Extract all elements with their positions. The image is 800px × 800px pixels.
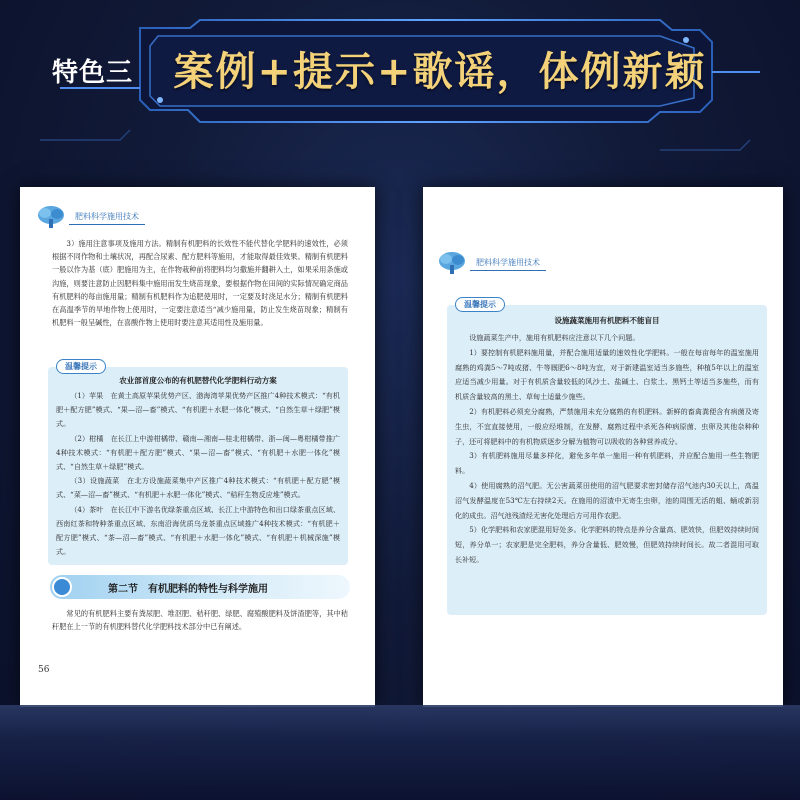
section-bullet-icon bbox=[52, 577, 72, 597]
tip-item: （2）柑橘 在长江上中游柑橘带、赣南—湘南—桂北柑橘带、浙—闽—粤柑橘带推广4种技术模式：“有机肥＋配方肥”模式、“果—沼—畜”模式、“有机肥＋水肥一体化”模式、“自然生草＋绿肥”模式。 bbox=[56, 433, 340, 472]
tip-item: 2）有机肥料必须充分腐熟，严禁施用未充分腐熟的有机肥料。新鲜的畜禽粪便含有病菌及寄生虫，不宜直接使用，一般应经堆制，在发酵、腐熟过程中杀死各种病原菌、虫卵及其他杂种种子，还可将肥料中的有机物质逐步分解为植物可以吸收的各种营养成分。 bbox=[455, 406, 759, 446]
feature-label: 特色三 bbox=[52, 58, 134, 88]
page-header bbox=[437, 251, 546, 275]
tip-item: 4）使用腐熟的沼气肥。无公害蔬菜田使用的沼气肥要求密封储存沼气池内30天以上，高温沼气发酵温度在53℃左右持续2天。在施用的沼渣中无寄生虫卵，池的周围无活的蛆、蛹或新羽化的成虫。沼气池残渣经无害化处理后方可用作农肥。 bbox=[455, 480, 759, 520]
tip-intro: 设施蔬菜生产中，施用有机肥料应注意以下几个问题。 bbox=[469, 333, 640, 342]
tree-logo-icon bbox=[437, 251, 467, 275]
section-title: 第二节 有机肥料的特性与科学施用 bbox=[108, 584, 268, 595]
page-header-title: 肥料科学施用技术 bbox=[69, 209, 145, 225]
tip-item: （3）设施蔬菜 在北方设施蔬菜集中产区推广4种技术模式：“有机肥＋配方肥”模式、“菜—沼—畜”模式、“有机肥＋水肥一体化”模式、“秸秆生物反应堆”模式。 bbox=[56, 476, 340, 500]
tip-box-right bbox=[447, 300, 767, 615]
page-header-title: 肥料科学施用技术 bbox=[470, 255, 546, 271]
section-heading bbox=[50, 575, 350, 599]
page-number: 56 bbox=[38, 665, 50, 675]
tip-item: （1）苹果 在黄土高原苹果优势产区、渤海湾苹果优势产区推广4种技术模式：“有机肥＋配方肥”模式、“果—沼—畜”模式、“有机肥＋水肥一体化”模式、“自然生草＋绿肥”模式。 bbox=[56, 391, 340, 429]
banner-headline: 案例+提示+歌谣，体例新颖 bbox=[173, 48, 707, 95]
tip-tab-label: 温馨提示 bbox=[56, 359, 106, 374]
intro-paragraph-text: 3）施用注意事项及施用方法。精制有机肥料的长效性不能代替化学肥料的速效性，必须根据不同作物和土壤状况，再配合尿素、配方肥料等施用，才能取得最佳效果。精制有机肥料一般以作为基（底）肥施用为主，在作物栽种前将肥料均匀撒施并翻耕入土，如果采用条施或沟施，则要注意防止因肥料集中施用而发生烧苗现象，要根据作物在田间的实际情况确定商品有机肥料的每亩施用量；精制有机肥料作为追肥使用时，一定要及时浇足水分；精制有机肥料在高温季节的旱地作物上使用时，一定要注意适当“减少施用量，防止发生烧苗现象；精制有机肥料一般呈碱性，在喜酸作物上使用时要注意其适用性及施用量。 bbox=[52, 239, 348, 328]
tip-item: 5）化学肥料和农家肥混用好处多。化学肥料的特点是养分含量高、肥效快，但肥效持续时间短，养分单一；农家肥是完全肥料，养分含量低、肥效慢，但肥效持续时间长。故二者混用可取长补短。 bbox=[455, 525, 759, 564]
tip-item: （4）茶叶 在长江中下游名优绿茶重点区域、长江上中游特色和出口绿茶重点区域、西南红茶和特种茶重点区域、东南沿海优质乌龙茶重点区域推广4种技术模式：“有机肥＋配方肥”模式、“茶—沼—畜”模式、“有机肥＋水肥一体化”模式、“有机肥＋机械深施”模式。 bbox=[56, 504, 340, 557]
tip-title: 农业部首度公布的有机肥替代化学肥料行动方案 bbox=[119, 376, 277, 385]
closing-paragraph bbox=[52, 607, 348, 633]
closing-paragraph-text: 常见的有机肥料主要有粪尿肥、堆沤肥、秸秆肥、绿肥、腐殖酸肥料及饼渣肥等，其中秸秆肥在上一节的有机肥料替代化学肥料技术部分中已有阐述。 bbox=[52, 609, 348, 632]
tip-box-left bbox=[48, 362, 348, 565]
tip-tab-label: 温馨提示 bbox=[455, 297, 505, 312]
reflective-floor bbox=[0, 705, 800, 800]
promo-banner bbox=[0, 0, 800, 180]
tip-body bbox=[56, 389, 340, 559]
tip-item: 1）要控制有机肥料施用量，并配合施用适量的速效性化学肥料。一般在每亩每年的温室施用腐熟的鸡粪5～7吨或猪、牛等厩肥6～8吨为宜，对于新建温室适当多施些，种植5年以上的温室应适当减少用量。对于有机质含量较低的风沙土、盐碱土、白浆土、黑钙土等适当多施些，而有机质含量较高的黑土、草甸土适量少施些。 bbox=[455, 347, 759, 402]
tree-logo-icon bbox=[36, 205, 66, 229]
intro-paragraph bbox=[52, 237, 348, 329]
page-header bbox=[36, 205, 145, 229]
tip-body bbox=[455, 331, 759, 568]
book-page-right bbox=[423, 187, 783, 707]
tip-item: 3）有机肥料施用尽量多样化，避免多年单一施用一种有机肥料，并应配合施用一些生物肥料。 bbox=[455, 451, 759, 476]
tip-title: 设施蔬菜施用有机肥料不能盲目 bbox=[554, 316, 660, 325]
book-page-left bbox=[20, 187, 375, 707]
